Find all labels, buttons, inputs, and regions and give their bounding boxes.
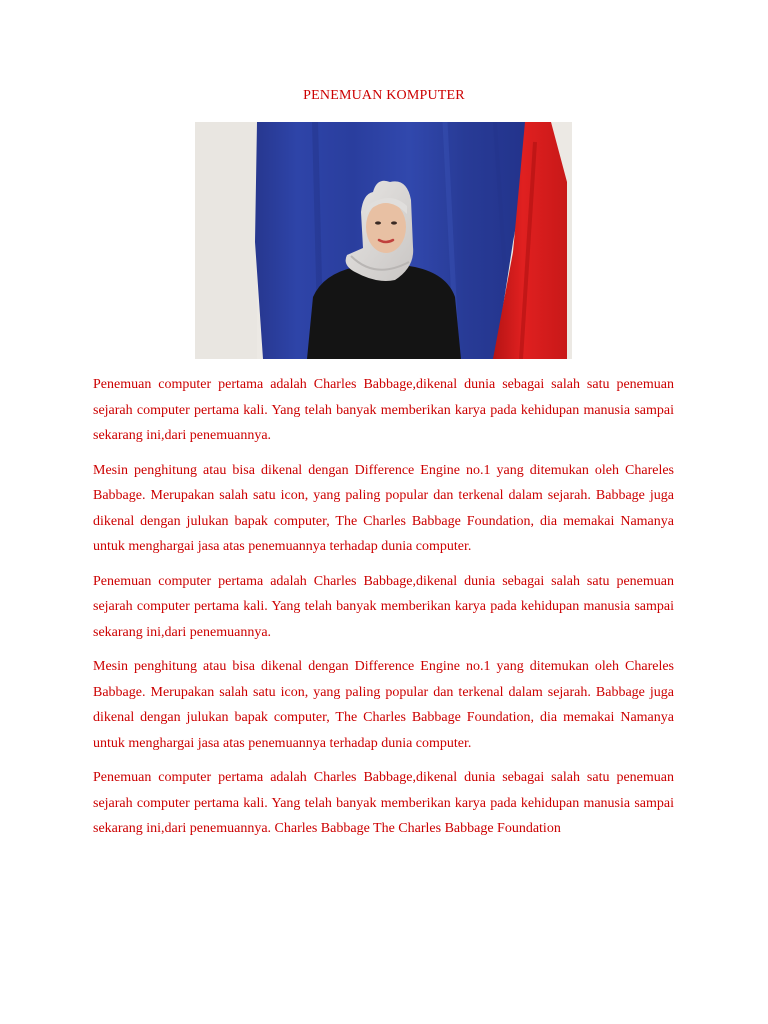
paragraph: Penemuan computer pertama adalah Charles Babbage,dikenal dunia sebagai salah satu penemuan sejarah computer pertama kali. Yang telah banyak memberikan karya pada kehidupan manusia sampai sekarang ini,dari penemuannya. [93, 377, 674, 443]
document-title: PENEMUAN KOMPUTER [303, 88, 465, 103]
document-body [93, 372, 674, 851]
paragraph: Mesin penghitung atau bisa dikenal dengan Difference Engine no.1 yang ditemukan oleh Chareles Babbage. Merupakan salah satu icon, yang paling popular dan terkenal dalam sejarah. Babbage juga dikenal dengan julukan bapak computer, The Charles Babbage Foundation, dia memakai Namanya untuk menghargai jasa atas penemuannya terhadap dunia computer. [93, 659, 674, 751]
paragraph: Mesin penghitung atau bisa dikenal dengan Difference Engine no.1 yang ditemukan oleh Chareles Babbage. Merupakan salah satu icon, yang paling popular dan terkenal dalam sejarah. Babbage juga dikenal dengan julukan bapak computer, The Charles Babbage Foundation, dia memakai Namanya untuk menghargai jasa atas penemuannya terhadap dunia computer. [93, 462, 674, 554]
paragraph: Penemuan computer pertama adalah Charles Babbage,dikenal dunia sebagai salah satu penemuan sejarah computer pertama kali. Yang telah banyak memberikan karya pada kehidupan manusia sampai sekarang ini,dari penemuannya. Charles Babbage The Charles Babbage Foundation [93, 770, 674, 836]
portrait-photo [195, 122, 572, 359]
paragraph: Penemuan computer pertama adalah Charles Babbage,dikenal dunia sebagai salah satu penemuan sejarah computer pertama kali. Yang telah banyak memberikan karya pada kehidupan manusia sampai sekarang ini,dari penemuannya. [93, 573, 674, 640]
